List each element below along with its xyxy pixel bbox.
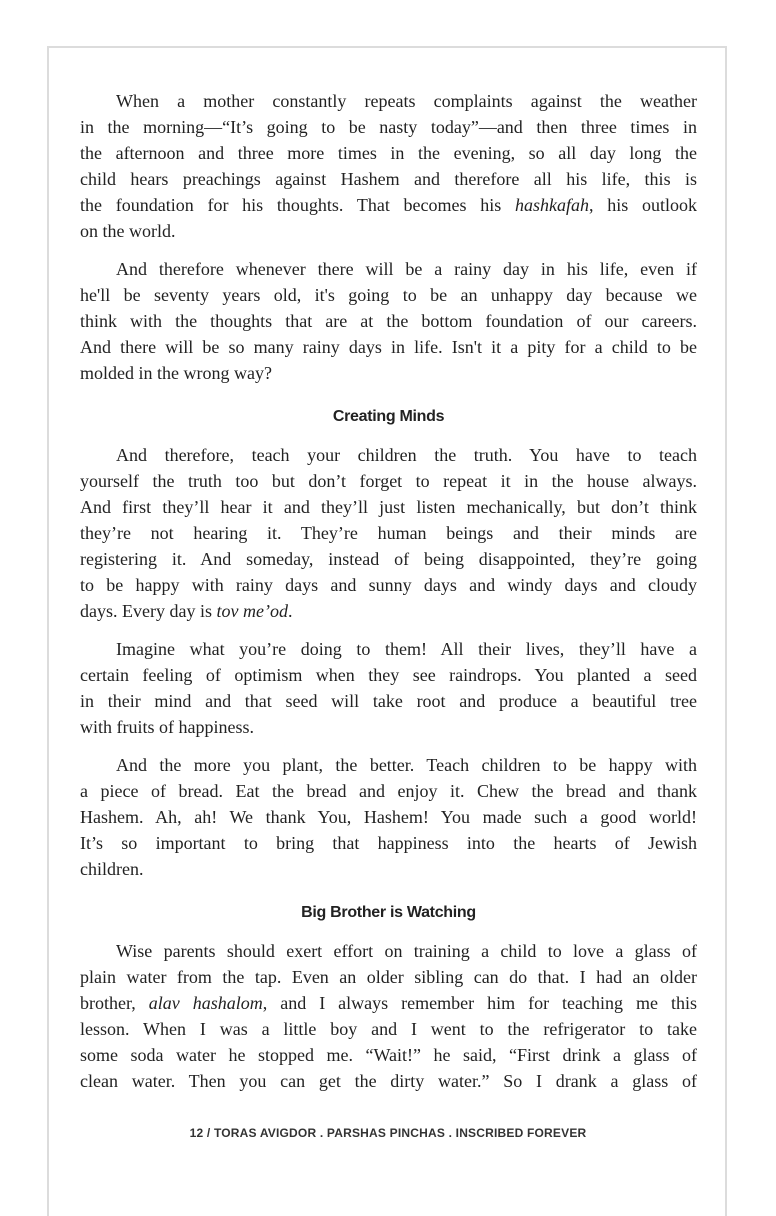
text-line	[80, 1042, 697, 1068]
text-line	[80, 752, 697, 778]
text-segment: brother,	[80, 993, 149, 1013]
text-segment: days. Every day is	[80, 601, 217, 621]
text-segment: clean water. Then you can get the dirty water.” So I drank a glass of	[80, 1071, 697, 1091]
text-segment: the foundation for his thoughts. That becomes his	[80, 195, 516, 215]
text-segment: .	[287, 601, 293, 621]
section-heading: Creating Minds	[332, 408, 445, 425]
text-line	[80, 636, 697, 662]
text-segment: Wise parents should exert effort on training a child to love a glass of	[116, 941, 697, 961]
text-line	[80, 688, 697, 714]
text-segment: And there will be so many rainy days in life. Isn't it a pity for a child to be	[80, 337, 697, 357]
text-segment: yourself the truth too but don’t forget to repeat it in the house always.	[80, 471, 697, 491]
text-segment: the afternoon and three more times in the evening, so all day long the	[80, 143, 697, 163]
text-line	[80, 360, 697, 386]
italic-term: tov me’od	[216, 601, 288, 621]
text-line	[80, 192, 697, 218]
text-line	[80, 572, 697, 598]
italic-term: alav hashalom	[148, 993, 263, 1013]
text-line	[80, 938, 697, 964]
italic-term: hashkafah	[515, 195, 590, 215]
text-segment: on the world.	[80, 221, 176, 241]
page-footer: 12 / TORAS AVIGDOR . PARSHAS PINCHAS . INSCRIBED FOREVER	[189, 1126, 587, 1140]
text-segment: And therefore, teach your children the truth. You have to teach	[116, 445, 697, 465]
page-body	[80, 88, 697, 1106]
text-line	[80, 778, 697, 804]
text-line	[80, 804, 697, 830]
text-segment: And therefore whenever there will be a rainy day in his life, even if	[116, 259, 697, 279]
text-segment: Hashem. Ah, ah! We thank You, Hashem! You made such a good world!	[80, 807, 697, 827]
text-line	[80, 990, 697, 1016]
text-line	[80, 308, 697, 334]
text-line	[80, 334, 697, 360]
text-segment: It’s so important to bring that happiness into the hearts of Jewish	[80, 833, 697, 853]
text-line	[80, 494, 697, 520]
text-segment: he'll be seventy years old, it's going to be an unhappy day because we	[80, 285, 697, 305]
text-segment: And the more you plant, the better. Teach children to be happy with	[116, 755, 697, 775]
text-segment: Imagine what you’re doing to them! All their lives, they’ll have a	[116, 639, 697, 659]
text-segment: in their mind and that seed will take root and produce a beautiful tree	[80, 691, 697, 711]
text-line	[80, 856, 697, 882]
text-segment: lesson. When I was a little boy and I went to the refrigerator to take	[80, 1019, 697, 1039]
text-line	[80, 442, 697, 468]
text-segment: plain water from the tap. Even an older sibling can do that. I had an older	[80, 967, 697, 987]
section-heading: Big Brother is Watching	[301, 904, 476, 921]
text-segment: some soda water he stopped me. “Wait!” he said, “First drink a glass of	[80, 1045, 697, 1065]
text-segment: a piece of bread. Eat the bread and enjoy it. Chew the bread and thank	[80, 781, 697, 801]
text-segment: , his outlook	[589, 195, 697, 215]
text-segment: certain feeling of optimism when they see raindrops. You planted a seed	[80, 665, 697, 685]
text-segment: children.	[80, 859, 144, 879]
text-line	[80, 598, 697, 624]
paragraph	[80, 442, 697, 624]
text-line	[80, 468, 697, 494]
text-line	[80, 114, 697, 140]
paragraph	[80, 752, 697, 882]
text-segment: molded in the wrong way?	[80, 363, 272, 383]
text-line	[80, 88, 697, 114]
text-segment: think with the thoughts that are at the bottom foundation of our careers.	[80, 311, 697, 331]
text-line	[80, 546, 697, 572]
paragraph	[80, 88, 697, 244]
paragraph	[80, 938, 697, 1094]
text-line	[80, 830, 697, 856]
paragraph	[80, 256, 697, 386]
text-segment: to be happy with rainy days and sunny days and windy days and cloudy	[80, 575, 697, 595]
text-line	[80, 282, 697, 308]
text-segment: they’re not hearing it. They’re human beings and their minds are	[80, 523, 697, 543]
text-line	[80, 1016, 697, 1042]
text-line	[80, 662, 697, 688]
text-segment: in the morning—“It’s going to be nasty today”—and then three times in	[80, 117, 697, 137]
text-line	[80, 166, 697, 192]
text-segment: with fruits of happiness.	[80, 717, 254, 737]
text-segment: registering it. And someday, instead of being disappointed, they’re going	[80, 549, 697, 569]
text-line	[80, 964, 697, 990]
text-line	[80, 140, 697, 166]
text-segment: And first they’ll hear it and they’ll just listen mechanically, but don’t think	[80, 497, 697, 517]
text-line	[80, 1068, 697, 1094]
text-segment: , and I always remember him for teaching me this	[262, 993, 697, 1013]
text-line	[80, 520, 697, 546]
text-line	[80, 714, 697, 740]
text-line	[80, 256, 697, 282]
paragraph	[80, 636, 697, 740]
text-segment: child hears preachings against Hashem and therefore all his life, this is	[80, 169, 697, 189]
text-line	[80, 218, 697, 244]
text-segment: When a mother constantly repeats complaints against the weather	[116, 91, 697, 111]
